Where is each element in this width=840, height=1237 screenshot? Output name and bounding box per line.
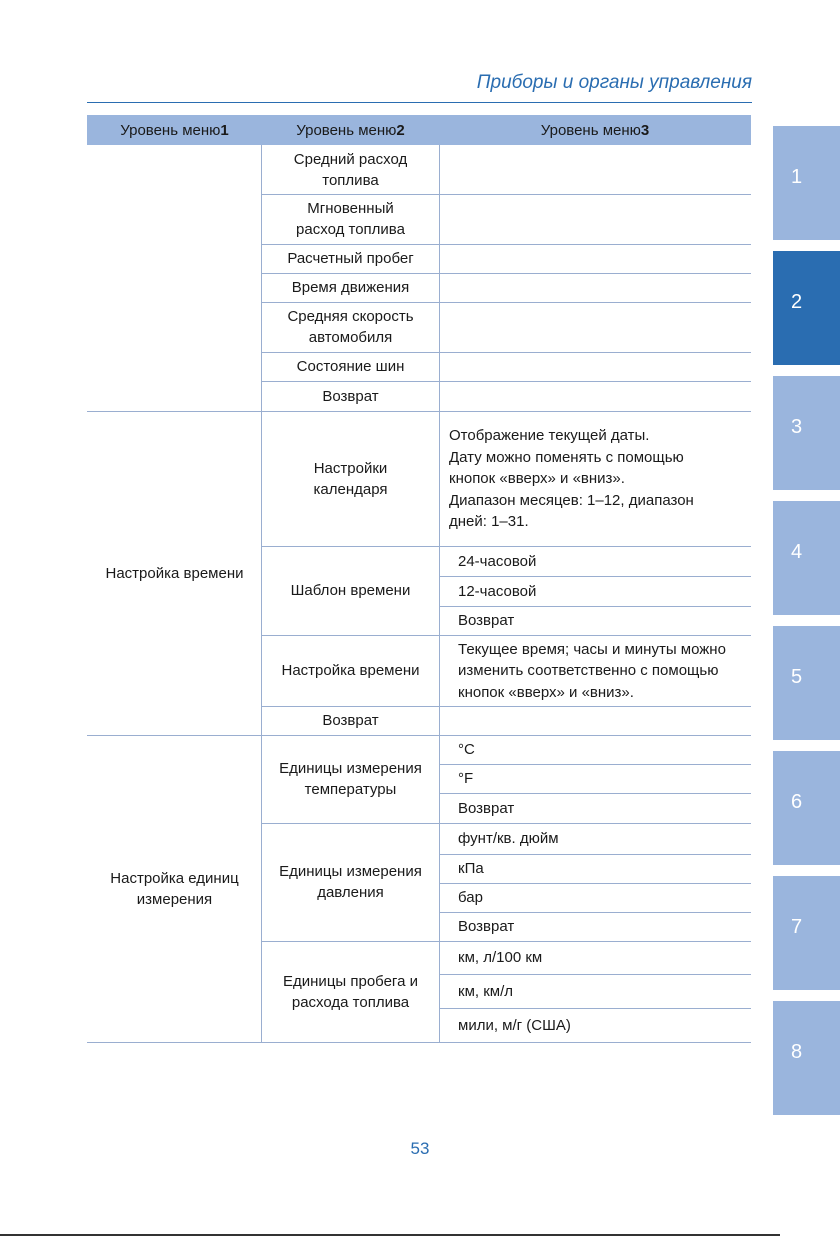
table-divider	[439, 974, 751, 975]
column-header-label: Уровень меню	[540, 121, 641, 139]
calendar-note-line: кнопок «вверх» и «вниз».	[449, 470, 625, 487]
menu-item-instant-fuel: Мгновенный расход топлива	[296, 200, 405, 238]
table-divider	[262, 635, 751, 636]
chapter-tab-5[interactable]	[773, 626, 840, 740]
menu-level1-units: Настройка единиц измерения	[110, 869, 239, 908]
column-header-level-1	[87, 115, 262, 145]
table-divider	[439, 854, 751, 855]
chapter-tab-7[interactable]	[773, 876, 840, 990]
column-header-level-3	[439, 115, 751, 145]
page-bottom-rule	[0, 1234, 780, 1236]
menu-item-temp-units: Единицы измерения температуры	[279, 760, 422, 798]
table-divider	[262, 273, 751, 274]
table-divider	[261, 145, 262, 1042]
chapter-tab-label: 1	[791, 166, 803, 188]
header-divider	[87, 102, 752, 103]
chapter-tab-1[interactable]	[773, 126, 840, 240]
menu-item-pressure-units: Единицы измерения давления	[279, 863, 422, 901]
menu-item-time-setup: Настройка времени	[281, 662, 420, 679]
menu-item-drive-time: Время движения	[291, 279, 410, 296]
table-divider	[87, 1042, 751, 1043]
calendar-note-title: Отображение текущей даты.	[449, 427, 650, 444]
menu-item-mileage-units: Единицы пробега и расхода топлива	[283, 972, 418, 1011]
chapter-tab-label: 6	[791, 791, 803, 813]
calendar-note-line: дней: 1–31.	[449, 513, 529, 530]
chapter-tab-label: 3	[791, 416, 803, 438]
table-divider	[262, 302, 751, 303]
time-note-line: Текущее время; часы и минуты можно	[458, 641, 726, 658]
time-note-line: изменить соответственно с помощью	[458, 662, 719, 679]
option-back: Возврат	[458, 918, 515, 935]
option-back: Возврат	[458, 799, 515, 817]
chapter-tab-label: 4	[791, 541, 803, 563]
menu-level1-time-settings: Настройка времени	[105, 564, 244, 582]
table-divider	[439, 576, 751, 577]
column-header-level-2	[262, 115, 439, 145]
column-header-label: Уровень меню	[296, 121, 397, 139]
table-divider	[439, 793, 751, 794]
table-divider	[439, 145, 440, 1042]
calendar-note-line: Дату можно поменять с помощью	[449, 449, 684, 466]
time-note-line: кнопок «вверх» и «вниз».	[458, 684, 634, 701]
table-divider	[87, 735, 751, 736]
menu-item-avg-speed: Средняя скорость автомобиля	[287, 308, 414, 346]
option-kpa: кПа	[458, 860, 484, 877]
table-divider	[439, 764, 751, 765]
table-divider	[262, 244, 751, 245]
option-back: Возврат	[458, 612, 515, 629]
table-divider	[87, 411, 751, 412]
table-divider	[439, 883, 751, 884]
chapter-title: Приборы и органы управления	[476, 72, 752, 93]
option-miles-mpg: мили, м/г (США)	[458, 1016, 571, 1034]
chapter-tab-6[interactable]	[773, 751, 840, 865]
chapter-tab-3[interactable]	[773, 376, 840, 490]
chapter-tab-4[interactable]	[773, 501, 840, 615]
option-bar: бар	[458, 889, 483, 906]
table-divider	[262, 546, 751, 547]
chapter-tab-label: 8	[791, 1041, 803, 1063]
table-divider	[262, 941, 751, 942]
column-header-number: 2	[396, 121, 405, 139]
chapter-tab-label: 7	[791, 916, 803, 938]
column-header-number: 1	[220, 121, 229, 139]
menu-item-range: Расчетный пробег	[287, 250, 414, 267]
chapter-tab-label: 2	[791, 291, 803, 313]
menu-item-time-template: Шаблон времени	[290, 582, 411, 599]
table-divider	[262, 381, 751, 382]
option-celsius: °C	[458, 741, 475, 758]
chapter-tab-2[interactable]	[773, 251, 840, 365]
option-km-l100km: км, л/100 км	[458, 949, 543, 966]
table-divider	[439, 606, 751, 607]
chapter-tab-8[interactable]	[773, 1001, 840, 1115]
menu-item-back: Возврат	[322, 712, 379, 729]
option-km-kml: км, км/л	[458, 982, 514, 1000]
option-12h: 12-часовой	[458, 582, 537, 600]
menu-item-tire-state: Состояние шин	[296, 358, 405, 375]
table-divider	[262, 706, 751, 707]
table-divider	[262, 823, 751, 824]
page-number: 53	[410, 1139, 430, 1158]
calendar-note-line: Диапазон месяцев: 1–12, диапазон	[449, 492, 694, 509]
chapter-tab-label: 5	[791, 666, 803, 688]
menu-item-avg-fuel: Средний расход топлива	[293, 150, 408, 189]
option-fahrenheit: °F	[458, 770, 474, 787]
menu-item-calendar: Настройки календаря	[313, 459, 388, 498]
table-divider	[262, 352, 751, 353]
option-psi: фунт/кв. дюйм	[458, 830, 559, 847]
column-header-label: Уровень меню	[120, 121, 221, 139]
table-divider	[439, 1008, 751, 1009]
table-divider	[262, 194, 751, 195]
option-24h: 24-часовой	[458, 552, 537, 570]
table-divider	[439, 912, 751, 913]
column-header-number: 3	[640, 121, 650, 139]
menu-item-back: Возврат	[322, 387, 379, 405]
